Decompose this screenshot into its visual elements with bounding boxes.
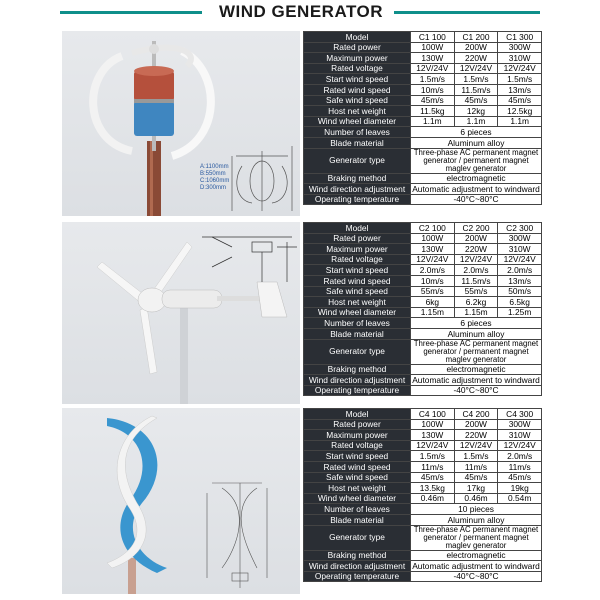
- value-cell: 13.5kg: [411, 483, 455, 494]
- row-label: Rated voltage: [304, 440, 411, 451]
- row-label: Safe wind speed: [304, 286, 411, 297]
- value-cell: 12V/24V: [498, 254, 542, 265]
- table-row: [304, 440, 542, 451]
- title-row: [0, 0, 600, 28]
- value-cell: 220W: [454, 244, 498, 255]
- value-cell: electromagnetic: [411, 550, 542, 561]
- row-label: Safe wind speed: [304, 95, 411, 106]
- row-label: Braking method: [304, 550, 411, 561]
- table-row: [304, 307, 542, 318]
- row-label: Blade material: [304, 137, 411, 148]
- row-label: Wind direction adjustment: [304, 184, 411, 195]
- row-label: Braking method: [304, 173, 411, 184]
- value-cell: 1.5m/s: [498, 74, 542, 85]
- value-cell: 10m/s: [411, 275, 455, 286]
- page-title: WIND GENERATOR: [218, 2, 384, 21]
- row-label: Maximum power: [304, 430, 411, 441]
- table-row: [304, 561, 542, 572]
- table-row: [304, 254, 542, 265]
- value-cell: electromagnetic: [411, 364, 542, 375]
- table-row: [304, 297, 542, 308]
- value-cell: 12kg: [454, 106, 498, 117]
- model-cell: C2 100: [411, 223, 455, 234]
- value-cell: 130W: [411, 430, 455, 441]
- model-cell: C1 200: [454, 32, 498, 43]
- row-label: Rated power: [304, 419, 411, 430]
- value-cell: 100W: [411, 419, 455, 430]
- value-cell: 220W: [454, 430, 498, 441]
- row-label: Start wind speed: [304, 451, 411, 462]
- value-cell: 19kg: [498, 483, 542, 494]
- row-label: Wind wheel diameter: [304, 307, 411, 318]
- value-cell: 12V/24V: [498, 63, 542, 74]
- table-row: [304, 364, 542, 375]
- value-cell: 130W: [411, 53, 455, 64]
- value-cell: 200W: [454, 419, 498, 430]
- table-row: [304, 419, 542, 430]
- table-row: [304, 95, 542, 106]
- table-row: [304, 173, 542, 184]
- table-row: [304, 137, 542, 148]
- value-cell: Automatic adjustment to windward: [412, 560, 540, 571]
- value-cell: 130W: [411, 244, 455, 255]
- dimension-label: B:550mm: [200, 171, 226, 177]
- table-row: [304, 233, 542, 244]
- value-cell: 12V/24V: [454, 63, 498, 74]
- value-cell: 100W: [411, 42, 455, 53]
- spec-table-c1: [303, 31, 542, 205]
- model-cell: C1 100: [411, 32, 455, 43]
- value-cell: Automatic adjustment to windward: [412, 183, 540, 194]
- row-label: Number of leaves: [304, 318, 411, 329]
- value-cell: 1.5m/s: [454, 451, 498, 462]
- row-label: Rated power: [304, 233, 411, 244]
- value-cell: 50m/s: [498, 286, 542, 297]
- table-row: [304, 514, 542, 525]
- horizontal-turbine-c2-illustration: [62, 222, 300, 404]
- row-label: Blade material: [304, 514, 411, 525]
- product-photo-c4: [62, 408, 300, 594]
- value-cell: 10 pieces: [411, 504, 542, 515]
- value-cell: 1.1m: [454, 116, 498, 127]
- table-row: [304, 328, 542, 339]
- value-cell: 12V/24V: [411, 440, 455, 451]
- row-label: Operating temperature: [304, 571, 411, 582]
- section-c2: [62, 222, 542, 404]
- row-label: Blade material: [304, 328, 411, 339]
- row-label: Rated voltage: [304, 254, 411, 265]
- value-cell: 45m/s: [454, 95, 498, 106]
- value-cell: 2.0m/s: [411, 265, 455, 276]
- value-cell: 45m/s: [498, 95, 542, 106]
- value-cell: Aluminum alloy: [411, 514, 542, 525]
- value-cell: 1.1m: [498, 116, 542, 127]
- model-cell: C4 200: [454, 409, 498, 420]
- row-label: Wind wheel diameter: [304, 493, 411, 504]
- table-row: [304, 430, 542, 441]
- table-row: [304, 148, 542, 173]
- table-row: [304, 318, 542, 329]
- table-row: [304, 223, 542, 234]
- row-label: Generator type: [304, 525, 411, 550]
- dimension-label: A:1100mm: [200, 164, 229, 170]
- row-label: Generator type: [304, 339, 411, 364]
- table-row: [304, 74, 542, 85]
- value-cell: -40°C~80°C: [411, 194, 542, 205]
- table-row: [304, 451, 542, 462]
- table-row: [304, 63, 542, 74]
- spec-table-c2: [303, 222, 542, 396]
- value-cell: 0.54m: [498, 493, 542, 504]
- helical-turbine-c4-illustration: [62, 408, 300, 594]
- table-row: [304, 550, 542, 561]
- spec-table-c4: [303, 408, 542, 582]
- value-cell: Three-phase AC permanent magnet generator / permanent magnet maglev generator: [411, 339, 542, 364]
- section-c1: [62, 31, 542, 216]
- table-row: [304, 32, 542, 43]
- table-row: [304, 244, 542, 255]
- value-cell: 1.25m: [498, 307, 542, 318]
- value-cell: 55m/s: [411, 286, 455, 297]
- value-cell: 310W: [498, 244, 542, 255]
- row-label: Rated wind speed: [304, 461, 411, 472]
- row-label: Number of leaves: [304, 504, 411, 515]
- table-row: [304, 472, 542, 483]
- table-row: [304, 461, 542, 472]
- value-cell: 1.5m/s: [411, 74, 455, 85]
- value-cell: 45m/s: [454, 472, 498, 483]
- value-cell: 12V/24V: [411, 63, 455, 74]
- value-cell: 300W: [498, 419, 542, 430]
- value-cell: 6.2kg: [454, 297, 498, 308]
- value-cell: -40°C~80°C: [411, 571, 542, 582]
- row-label: Rated power: [304, 42, 411, 53]
- value-cell: 100W: [411, 233, 455, 244]
- value-cell: 17kg: [454, 483, 498, 494]
- value-cell: 13m/s: [498, 275, 542, 286]
- row-label: Wind wheel diameter: [304, 116, 411, 127]
- table-row: [304, 525, 542, 550]
- row-label: Start wind speed: [304, 74, 411, 85]
- row-label: Maximum power: [304, 53, 411, 64]
- value-cell: 45m/s: [498, 472, 542, 483]
- value-cell: 300W: [498, 42, 542, 53]
- value-cell: 11.5kg: [411, 106, 455, 117]
- row-label: Rated wind speed: [304, 84, 411, 95]
- row-label: Operating temperature: [304, 385, 411, 396]
- value-cell: 0.46m: [454, 493, 498, 504]
- vertical-turbine-c1-illustration: [62, 31, 300, 216]
- value-cell: 11.5m/s: [454, 275, 498, 286]
- model-cell: C4 100: [411, 409, 455, 420]
- table-row: [304, 275, 542, 286]
- row-label: Safe wind speed: [304, 472, 411, 483]
- value-cell: 6 pieces: [411, 318, 542, 329]
- dimension-label: D:300mm: [200, 185, 227, 191]
- value-cell: 200W: [454, 42, 498, 53]
- value-cell: 2.0m/s: [454, 265, 498, 276]
- table-row: [304, 493, 542, 504]
- product-photo-c2: [62, 222, 300, 404]
- value-cell: Three-phase AC permanent magnet generator / permanent magnet maglev generator: [411, 525, 542, 550]
- row-label: Number of leaves: [304, 127, 411, 138]
- table-row: [304, 571, 542, 582]
- header-model-label: Model: [304, 409, 411, 420]
- value-cell: 310W: [498, 53, 542, 64]
- table-row: [304, 265, 542, 276]
- value-cell: 11m/s: [411, 461, 455, 472]
- value-cell: 2.0m/s: [498, 265, 542, 276]
- value-cell: 55m/s: [454, 286, 498, 297]
- value-cell: 12V/24V: [498, 440, 542, 451]
- table-row: [304, 504, 542, 515]
- value-cell: Aluminum alloy: [411, 328, 542, 339]
- value-cell: 0.46m: [411, 493, 455, 504]
- table-row: [304, 116, 542, 127]
- row-label: Host net weight: [304, 297, 411, 308]
- value-cell: 11m/s: [498, 461, 542, 472]
- dimension-label: C:1060mm: [200, 178, 230, 184]
- model-cell: C2 200: [454, 223, 498, 234]
- title-rule-left: [60, 11, 202, 14]
- value-cell: 13m/s: [498, 84, 542, 95]
- row-label: Braking method: [304, 364, 411, 375]
- model-cell: C2 300: [498, 223, 542, 234]
- value-cell: 6kg: [411, 297, 455, 308]
- row-label: Host net weight: [304, 483, 411, 494]
- row-label: Generator type: [304, 148, 411, 173]
- table-row: [304, 194, 542, 205]
- header-model-label: Model: [304, 223, 411, 234]
- table-row: [304, 106, 542, 117]
- value-cell: 12V/24V: [454, 440, 498, 451]
- table-row: [304, 286, 542, 297]
- table-row: [304, 339, 542, 364]
- value-cell: 2.0m/s: [498, 451, 542, 462]
- value-cell: 1.15m: [454, 307, 498, 318]
- header-model-label: Model: [304, 32, 411, 43]
- section-c4: [62, 408, 542, 594]
- value-cell: 6.5kg: [498, 297, 542, 308]
- model-cell: C1 300: [498, 32, 542, 43]
- table-row: [304, 42, 542, 53]
- value-cell: 45m/s: [411, 472, 455, 483]
- value-cell: 200W: [454, 233, 498, 244]
- table-row: [304, 409, 542, 420]
- value-cell: Aluminum alloy: [411, 137, 542, 148]
- value-cell: Automatic adjustment to windward: [412, 374, 540, 385]
- value-cell: 12V/24V: [454, 254, 498, 265]
- value-cell: 45m/s: [411, 95, 455, 106]
- value-cell: 12.5kg: [498, 106, 542, 117]
- value-cell: 300W: [498, 233, 542, 244]
- value-cell: 10m/s: [411, 84, 455, 95]
- value-cell: electromagnetic: [411, 173, 542, 184]
- title-rule-right: [394, 11, 540, 14]
- row-label: Wind direction adjustment: [304, 561, 411, 572]
- value-cell: 11m/s: [454, 461, 498, 472]
- value-cell: Three-phase AC permanent magnet generator / permanent magnet maglev generator: [411, 148, 542, 173]
- value-cell: 220W: [454, 53, 498, 64]
- value-cell: 12V/24V: [411, 254, 455, 265]
- value-cell: 1.15m: [411, 307, 455, 318]
- row-label: Host net weight: [304, 106, 411, 117]
- table-row: [304, 84, 542, 95]
- row-label: Start wind speed: [304, 265, 411, 276]
- table-row: [304, 184, 542, 195]
- value-cell: 310W: [498, 430, 542, 441]
- row-label: Operating temperature: [304, 194, 411, 205]
- table-row: [304, 375, 542, 386]
- row-label: Rated voltage: [304, 63, 411, 74]
- row-label: Wind direction adjustment: [304, 375, 411, 386]
- row-label: Maximum power: [304, 244, 411, 255]
- value-cell: 1.5m/s: [411, 451, 455, 462]
- row-label: Rated wind speed: [304, 275, 411, 286]
- product-photo-c1: [62, 31, 300, 216]
- table-row: [304, 483, 542, 494]
- value-cell: 6 pieces: [411, 127, 542, 138]
- table-row: [304, 127, 542, 138]
- value-cell: 11.5m/s: [454, 84, 498, 95]
- model-cell: C4 300: [498, 409, 542, 420]
- value-cell: 1.5m/s: [454, 74, 498, 85]
- value-cell: -40°C~80°C: [411, 385, 542, 396]
- table-row: [304, 385, 542, 396]
- table-row: [304, 53, 542, 64]
- value-cell: 1.1m: [411, 116, 455, 127]
